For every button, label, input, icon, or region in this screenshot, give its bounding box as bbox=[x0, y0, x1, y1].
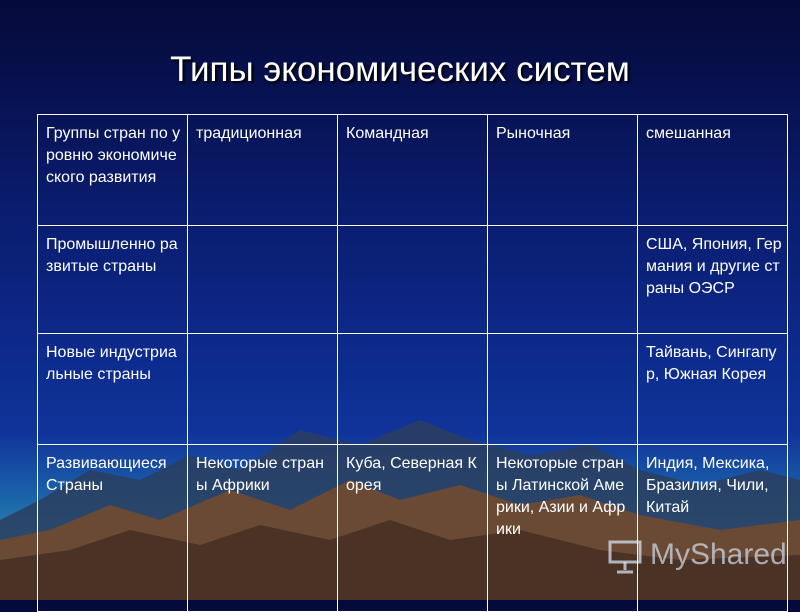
table-row bbox=[38, 226, 788, 334]
table-row bbox=[38, 334, 788, 445]
header-cell: Рыночная bbox=[488, 115, 638, 226]
table-cell: США, Япония, Германия и другие страны ОЭСР bbox=[638, 226, 788, 334]
table-cell bbox=[488, 334, 638, 445]
table-cell: Индия, Мексика, Бразилия, Чили, Китай bbox=[638, 445, 788, 612]
table-cell bbox=[488, 226, 638, 334]
page-title: Типы экономических систем bbox=[170, 50, 630, 89]
table-cell: Куба, Северная Корея bbox=[338, 445, 488, 612]
header-cell: Группы стран по уровню экономического развития bbox=[38, 115, 188, 226]
table-cell: Развивающиеся Страны bbox=[38, 445, 188, 612]
table-cell: Некоторые страны Латинской Америки, Азии и Африки bbox=[488, 445, 638, 612]
table-cell: Новые индустриальные страны bbox=[38, 334, 188, 445]
table-cell bbox=[188, 226, 338, 334]
table-row bbox=[38, 445, 788, 612]
header-cell: традиционная bbox=[188, 115, 338, 226]
table-cell bbox=[338, 334, 488, 445]
table-cell: Тайвань, Сингапур, Южная Корея bbox=[638, 334, 788, 445]
table-cell: Некоторые страны Африки bbox=[188, 445, 338, 612]
header-cell: смешанная bbox=[638, 115, 788, 226]
presentation-board-icon bbox=[606, 538, 644, 576]
watermark bbox=[606, 532, 786, 582]
table-cell bbox=[188, 334, 338, 445]
watermark-text: MyShared bbox=[650, 538, 787, 571]
table-header-row bbox=[38, 115, 788, 226]
table-cell bbox=[338, 226, 488, 334]
header-cell: Командная bbox=[338, 115, 488, 226]
table-cell: Промышленно развитые страны bbox=[38, 226, 188, 334]
